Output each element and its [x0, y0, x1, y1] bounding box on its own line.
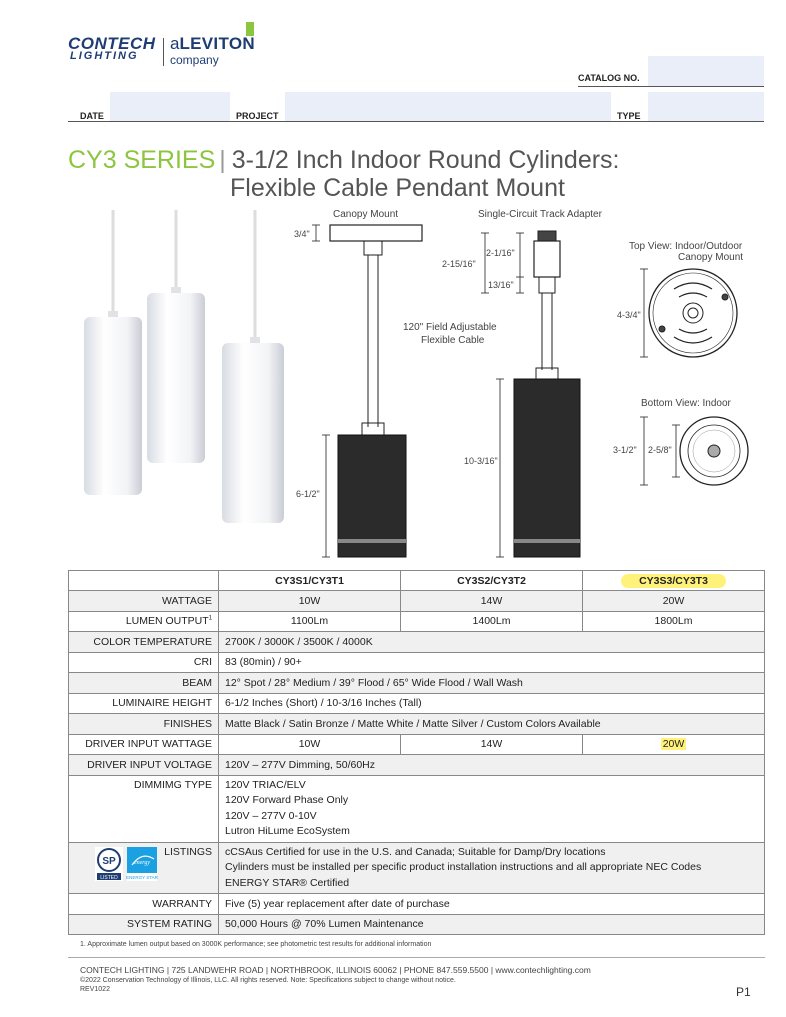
- driver-voltage-value: 120V – 277V Dimming, 50/60Hz: [219, 755, 765, 776]
- product-drawing: [68, 205, 768, 565]
- cable-note-line2: Flexible Cable: [421, 335, 485, 346]
- table-row: [69, 673, 765, 694]
- type-field[interactable]: [648, 92, 764, 121]
- dim-13-16: 13/16": [488, 280, 514, 290]
- form-underline: [68, 121, 764, 122]
- logo-line1: CONTECH: [68, 34, 156, 53]
- dimming-value: 120V TRIAC/ELV 120V Forward Phase Only 120V – 277V 0-10V Lutron HiLume EcoSystem: [219, 775, 765, 842]
- title-line1: 3-1/2 Inch Indoor Round Cylinders:: [231, 146, 620, 174]
- wattage-v3: 20W: [583, 591, 765, 612]
- dim-6-1-2: 6-1/2": [296, 489, 320, 499]
- system-rating-label: SYSTEM RATING: [69, 914, 219, 935]
- driver-wattage-v1: 10W: [219, 734, 401, 755]
- dim-10-3-16: 10-3/16": [464, 456, 498, 466]
- contech-logo: [68, 34, 160, 62]
- wattage-v2: 14W: [401, 591, 583, 612]
- driver-wattage-label: DRIVER INPUT WATTAGE: [69, 734, 219, 755]
- table-row: [69, 734, 765, 755]
- table-row: [69, 632, 765, 653]
- pendant-photo: [84, 210, 284, 523]
- footer-address: CONTECH LIGHTING | 725 LANDWEHR ROAD | NORTHBROOK, ILLINOIS 60062 | PHONE 847.559.5500 | www.contechlighting.com: [80, 965, 591, 975]
- cri-label: CRI: [69, 652, 219, 673]
- bottom-view-label: Bottom View: Indoor: [641, 398, 731, 409]
- footnote: 1. Approximate lumen output based on 3000K performance; see photometric test results for additional information: [80, 941, 432, 948]
- catalog-field[interactable]: [648, 56, 764, 86]
- page-number: P1: [736, 985, 751, 999]
- lumen-v2: 1400Lm: [401, 611, 583, 632]
- spec-table: [68, 570, 765, 935]
- lumen-label: LUMEN OUTPUT$^1$: [69, 611, 219, 632]
- table-row: [69, 714, 765, 735]
- top-view-drawing: [640, 269, 737, 357]
- catalog-label: CATALOG NO.: [578, 73, 640, 83]
- color-temp-label: COLOR TEMPERATURE: [69, 632, 219, 653]
- warranty-value: Five (5) year replacement after date of purchase: [219, 894, 765, 915]
- dim-2-15-16: 2-15/16": [442, 259, 476, 269]
- beam-label: BEAM: [69, 673, 219, 694]
- catalog-underline: [578, 86, 764, 87]
- title-separator: |: [219, 146, 226, 174]
- top-view-label2: Canopy Mount: [678, 252, 744, 263]
- leviton-logo: [170, 34, 255, 67]
- table-header-row: [69, 571, 765, 591]
- dim-2-1-16: 2-1/16": [486, 248, 515, 258]
- beam-value: 12° Spot / 28° Medium / 39° Flood / 65° Wide Flood / Wall Wash: [219, 673, 765, 694]
- color-temp-value: 2700K / 3000K / 3500K / 4000K: [219, 632, 765, 653]
- finishes-label: FINISHES: [69, 714, 219, 735]
- project-field[interactable]: [285, 92, 611, 121]
- system-rating-value: 50,000 Hours @ 70% Lumen Maintenance: [219, 914, 765, 935]
- page-title: [68, 146, 620, 202]
- date-label: DATE: [80, 111, 104, 121]
- listings-value: cCSAus Certified for use in the U.S. and Canada; Suitable for Damp/Dry locations Cylinders must be installed per specific product installation instructions and all appropriate NEC Codes ENERGY STAR® Certified: [219, 842, 765, 894]
- svg-text:ENERGY STAR: ENERGY STAR: [126, 874, 158, 880]
- table-row: [69, 914, 765, 935]
- warranty-label: WARRANTY: [69, 894, 219, 915]
- finishes-value: Matte Black / Satin Bronze / Matte White / Matte Silver / Custom Colors Available: [219, 714, 765, 735]
- table-row: [69, 842, 765, 894]
- certification-icons: [95, 847, 159, 881]
- lumen-v3: 1800Lm: [583, 611, 765, 632]
- table-row: [69, 591, 765, 612]
- height-value: 6-1/2 Inches (Short) / 10-3/16 Inches (Tall): [219, 693, 765, 714]
- product-diagrams: [68, 205, 768, 565]
- cri-value: 83 (80min) / 90+: [219, 652, 765, 673]
- table-row: [69, 775, 765, 842]
- header-cy3s1: CY3S1/CY3T1: [219, 571, 401, 591]
- footer-rev: REV1022: [80, 986, 110, 993]
- energy-star-logo-icon: [126, 847, 159, 881]
- driver-wattage-v2: 14W: [401, 734, 583, 755]
- footer: [80, 965, 591, 994]
- type-label: TYPE: [617, 111, 641, 121]
- listings-label: SP LISTED energy ENERGY STAR LISTINGS: [69, 842, 219, 894]
- wattage-label: WATTAGE: [69, 591, 219, 612]
- project-label: PROJECT: [236, 111, 279, 121]
- dim-3-4: 3/4": [294, 229, 310, 239]
- dim-4-3-4: 4-3/4": [617, 310, 641, 320]
- svg-text:LISTED: LISTED: [100, 874, 118, 881]
- header-blank: [69, 571, 219, 591]
- table-row: [69, 755, 765, 776]
- top-view-label: Top View: Indoor/Outdoor: [629, 241, 743, 252]
- track-adapter-label: Single-Circuit Track Adapter: [478, 209, 602, 220]
- leviton-company: company: [170, 53, 219, 67]
- table-row: [69, 894, 765, 915]
- svg-text:SP: SP: [102, 855, 116, 867]
- date-field[interactable]: [110, 92, 230, 121]
- dim-3-1-2: 3-1/2": [613, 445, 637, 455]
- cable-note-line1: 120" Field Adjustable: [403, 322, 497, 333]
- table-row: [69, 652, 765, 673]
- leviton-a: a: [170, 34, 180, 53]
- csa-logo-icon: [95, 847, 123, 881]
- lumen-v1: 1100Lm: [219, 611, 401, 632]
- driver-wattage-v3: 20W: [583, 734, 765, 755]
- table-row: [69, 693, 765, 714]
- title-line2: Flexible Cable Pendant Mount: [230, 174, 565, 202]
- dim-2-5-8: 2-5/8": [648, 445, 672, 455]
- header-cy3s2: CY3S2/CY3T2: [401, 571, 583, 591]
- logo-line2: LIGHTING: [70, 50, 139, 62]
- driver-voltage-label: DRIVER INPUT VOLTAGE: [69, 755, 219, 776]
- footer-divider: [68, 957, 765, 958]
- canopy-mount-drawing: [312, 225, 422, 557]
- logo-divider: [163, 38, 164, 66]
- dimming-label: DIMMIMG TYPE: [69, 775, 219, 842]
- table-row: [69, 611, 765, 632]
- leviton-name: LEVITON: [179, 34, 255, 53]
- height-label: LUMINAIRE HEIGHT: [69, 693, 219, 714]
- svg-text:energy: energy: [133, 859, 151, 866]
- wattage-v1: 10W: [219, 591, 401, 612]
- footer-copyright: ©2022 Conservation Technology of Illinois, LLC. All rights reserved. Note: Specifications subject to change without notice.: [80, 977, 456, 984]
- canopy-mount-label: Canopy Mount: [333, 209, 399, 220]
- series-name: CY3 SERIES: [68, 146, 216, 174]
- header-cy3s3: CY3S3/CY3T3: [583, 571, 765, 591]
